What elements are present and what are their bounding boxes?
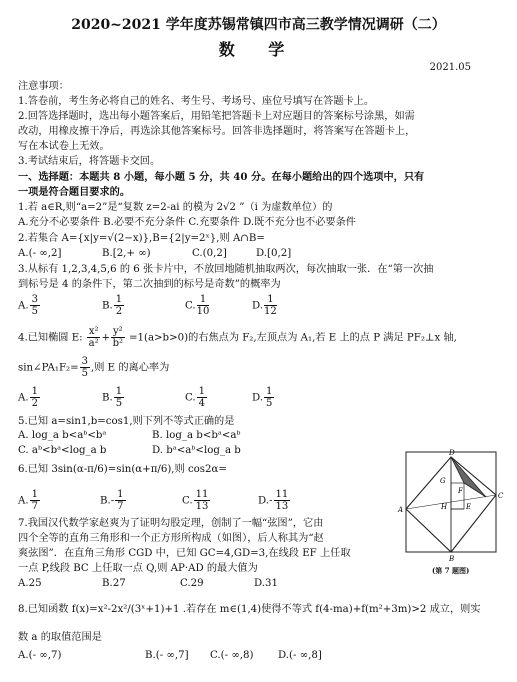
q7-line2: 四个全等的直角三角形和一个正方形所构成（如图），后人称其为“赵 bbox=[18, 533, 324, 544]
q6-option-a: A. $\frac{1}{7}$ bbox=[18, 489, 38, 512]
q7-option-d: D.31 bbox=[254, 578, 279, 589]
q3-option-d: D. $\frac{1}{12}$ bbox=[252, 294, 277, 317]
q3-line1: 3.从标有 1,2,3,4,5,6 的 6 张卡片中，不放回地随机抽取两次，每次抽取一张．在“第一次抽 bbox=[18, 264, 434, 275]
exam-date: 2021.05 bbox=[429, 62, 471, 73]
figure-caption: (第 7 题图) bbox=[432, 566, 470, 575]
q6-option-d: D.- $\frac{11}{13}$ bbox=[258, 489, 289, 512]
q4-line2: sin∠PA₁F₂= $\frac{3}{5}$ ,则 E 的离心率为 bbox=[18, 356, 170, 379]
label-b: B bbox=[449, 555, 455, 563]
label-f: F bbox=[458, 487, 463, 495]
q8-option-b: B.(- ∞,7] bbox=[145, 650, 189, 661]
q8-line1: 8.已知函数 f(x)=x²-2x²/(3ˣ+1)+1 .若存在 m∈(1,4)使得不等式 f(4-ma)+f(m²+3m)>2 成立，则实 bbox=[18, 604, 481, 615]
exam-title: 2020~2021 学年度苏锡常镇四市高三教学情况调研（二） bbox=[71, 17, 446, 33]
label-e: E bbox=[466, 503, 472, 511]
q8-line2: 数 a 的取值范围是 bbox=[18, 632, 102, 643]
shaded-triangle bbox=[451, 457, 486, 497]
q7-line1: 7.我国汉代数学家赵爽为了证明勾股定理，创制了一幅“弦图”，它由 bbox=[18, 518, 324, 529]
q3-option-b: B. $\frac{1}{2}$ bbox=[102, 294, 123, 317]
note-1: 1.答卷前，考生务必将自己的姓名、考生号、考场号、座位号填写在答题卡上。 bbox=[18, 96, 375, 107]
exam-subject: 数 学 bbox=[218, 40, 299, 59]
q5-option-b: B. log_a b<bᵃ<aᵇ bbox=[152, 430, 241, 441]
q4-option-d: D. $\frac{1}{5}$ bbox=[252, 386, 273, 409]
q2-option-a: A.(- ∞,2] bbox=[18, 248, 62, 259]
q7-line3: 爽弦图”．在直角三角形 CGD 中，已知 GC=4,GD=3,在线段 EF 上任取 bbox=[18, 548, 351, 559]
q4-option-c: C. $\frac{1}{4}$ bbox=[185, 386, 206, 409]
q4-option-b: B. $\frac{1}{5}$ bbox=[102, 386, 123, 409]
label-c: C bbox=[498, 492, 504, 500]
q2-stem: 2.若集合 A={x|y=√(2−x)},B={2|y=2ˣ},则 A∩B= bbox=[18, 233, 265, 244]
note-3: 3.考试结束后，将答题卡交回。 bbox=[18, 156, 161, 167]
q8-option-d: D.(- ∞,8] bbox=[278, 650, 322, 661]
section-heading: 一、选择题：本题共 8 小题，每小题 5 分，共 40 分。在每小题给出的四个选项中，只有 bbox=[18, 171, 425, 183]
label-a: A bbox=[398, 506, 404, 514]
q7-option-a: A.25 bbox=[18, 578, 42, 589]
q5-stem: 5.已知 a=sin1,b=cos1,则下列不等式正确的是 bbox=[18, 416, 235, 427]
q2-option-c: C.(0,2] bbox=[192, 248, 227, 259]
q3-option-a: A. $\frac{3}{5}$ bbox=[18, 294, 38, 317]
q3-option-c: C. $\frac{1}{10}$ bbox=[185, 294, 210, 317]
q4-option-a: A. $\frac{1}{2}$ bbox=[18, 386, 38, 409]
note-2-cont: 改动，用橡皮擦干净后，再选涂其他答案标号。回答非选择题时，将答案写在答题卡上， bbox=[18, 126, 416, 137]
q7-option-c: C.29 bbox=[180, 578, 204, 589]
q4-line1: 4.已知椭圆 E: $\frac{\text{x²}}{\text{a²}}$ + $\frac{\text{y²}}{\text{b²}}$ =1(a>b>0)的右焦点为 F₂,左顶点为 A₁,若 E 上的点 P 满足 PF₂⊥x 轴, bbox=[18, 326, 457, 349]
q7-line4: 一点 P,线段 BC 上任取一点 Q,则 AP·AD 的最大值为 bbox=[18, 563, 258, 574]
y2-over-b2: $\frac{\text{y²}}{\text{b²}}$ bbox=[112, 326, 124, 349]
section-heading-cont: 一项是符合题目要求的。 bbox=[18, 186, 131, 198]
q1-options: A.充分不必要条件 B.必要不充分条件 C.充要条件 D.既不充分也不必要条件 bbox=[18, 217, 356, 228]
q2-option-b: B.[2,+ ∞) bbox=[102, 248, 151, 259]
label-h: H bbox=[441, 503, 448, 511]
q3-line2: 到标号是 4 的条件下，第二次抽到的标号是奇数”的概率为 bbox=[18, 279, 281, 290]
notes-heading: 注意事项： bbox=[18, 81, 69, 92]
q2-option-d: D.[0,2] bbox=[256, 248, 292, 259]
note-2-end: 写在本试卷上无效。 bbox=[18, 141, 110, 152]
label-g: G bbox=[440, 477, 446, 485]
q5-option-c: C. aᵇ<bᵃ<log_a b bbox=[18, 445, 107, 456]
q8-option-a: A.(- ∞,7) bbox=[18, 650, 62, 661]
q5-option-a: A. log_a b<aᵇ<bᵃ bbox=[18, 430, 107, 441]
q8-option-c: C.(- ∞,8) bbox=[210, 650, 254, 661]
q5-option-d: D. bᵃ<aᵇ<log_a b bbox=[152, 445, 241, 456]
q6-option-b: B.- $\frac{1}{7}$ bbox=[100, 489, 124, 512]
note-2: 2.回答选择题时，选出每小题答案后，用铅笔把答题卡上对应题目的答案标号涂黑，如需 bbox=[18, 111, 415, 122]
label-d: D bbox=[449, 449, 455, 457]
q6-option-c: C. $\frac{11}{13}$ bbox=[182, 489, 209, 512]
q1-stem: 1.若 a∈R,则“a=2”是“复数 z=2-ai 的模为 2√2 ”（i 为虚数单位）的 bbox=[18, 202, 333, 213]
q6-stem: 6.已知 3sin(α-π/6)=sin(α+π/6),则 cos2α= bbox=[18, 464, 227, 475]
x2-over-a2: $\frac{\text{x²}}{\text{a²}}$ bbox=[88, 326, 99, 349]
q7-option-b: B.27 bbox=[102, 578, 126, 589]
